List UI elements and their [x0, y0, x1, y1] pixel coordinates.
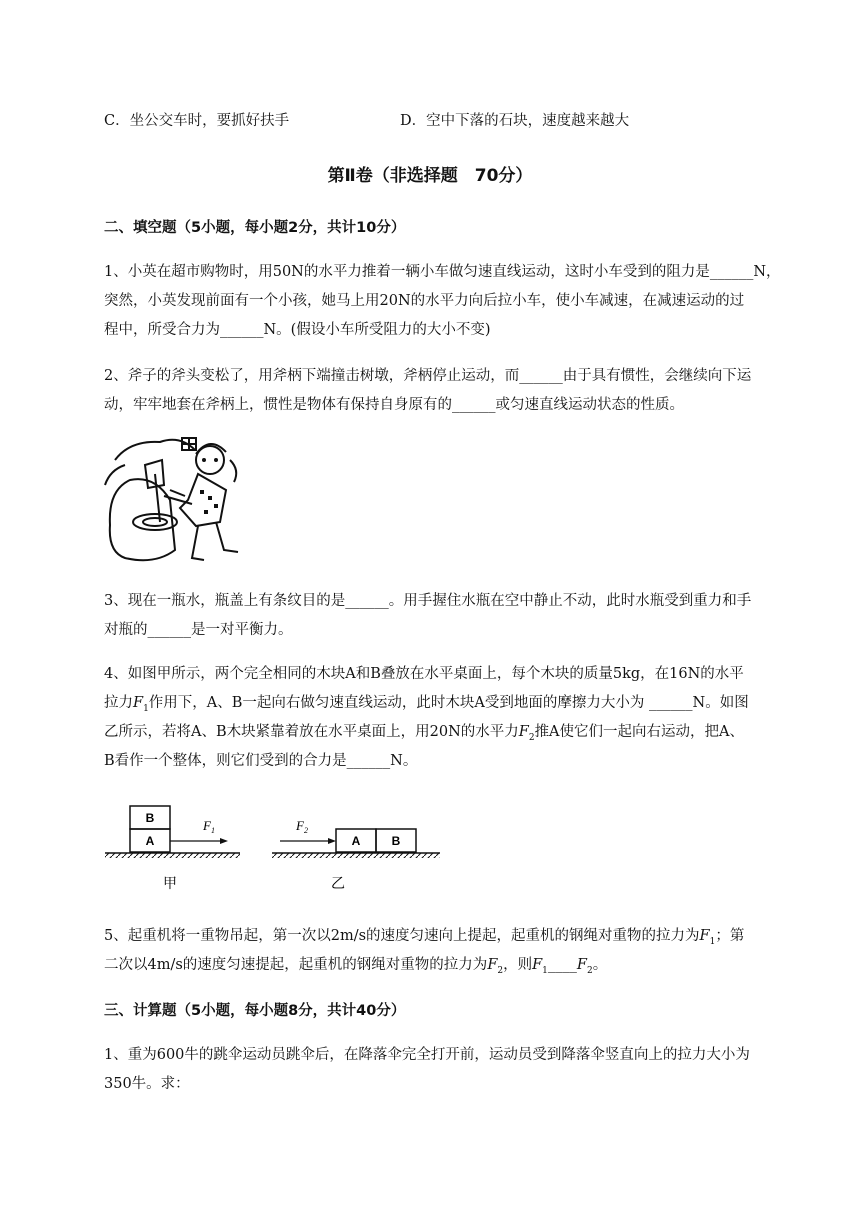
s3-q1-line-1: 1、重为600牛的跳伞运动员跳伞后，在降落伞完全打开前，运动员受到降落伞竖直向上的拉力大小为 [104, 1047, 750, 1063]
q3-line-2: 对瓶的______是一对平衡力。 [104, 622, 293, 638]
q3-line-1: 3、现在一瓶水，瓶盖上有条纹目的是______。用手握住水瓶在空中静止不动，此时水瓶受到重力和手 [104, 593, 752, 609]
q5-f1-symbol: F [699, 928, 710, 944]
q4-line-2-b: 作用下，A、B一起向右做匀速直线运动，此时木块A受到地面的摩擦力大小为 ______N。如图 [148, 695, 749, 711]
f2-subscript: 2 [528, 732, 535, 743]
diagram-yi [272, 818, 440, 892]
q5-f1-sub-b: 1 [542, 965, 548, 976]
s3-q1-line-2: 350牛。求： [104, 1076, 190, 1092]
yi-force-symbol: F [296, 818, 304, 833]
q5-line-2-a: 二次以4m/s的速度匀速提起，起重机的钢绳对重物的拉力为 [104, 957, 488, 973]
q4-line-3 [104, 722, 744, 748]
option-d: D．空中下落的石块，速度越来越大 [400, 113, 630, 129]
q5-line-1 [104, 926, 744, 952]
yi-block-b: B [391, 834, 401, 848]
yi-force-sub: 2 [303, 826, 308, 835]
q4-line-4: B看作一个整体，则它们受到的合力是______N。 [104, 753, 418, 769]
jia-block-b: B [145, 811, 155, 825]
svg-text:F2 [295, 818, 308, 835]
q5-blank: ____ [547, 957, 577, 973]
q5-f1-symbol-b: F [532, 957, 543, 973]
q2-line-1: 2、斧子的斧头变松了，用斧柄下端撞击树墩，斧柄停止运动，而______由于具有惯性，会继续向下运 [104, 368, 752, 384]
q4-line-3-b: 推A使它们一起向右运动，把A、 [534, 724, 745, 740]
jia-block-a: A [145, 834, 155, 848]
q2-line-2: 动，牢牢地套在斧柄上，惯性是物体有保持自身原有的______或匀速直线运动状态的性质。 [104, 397, 684, 413]
q4-line-3-a: 乙所示，若将A、B木块紧靠着放在水平桌面上，用20N的水平力 [104, 724, 519, 740]
q5-f2-symbol-b: F [576, 957, 587, 973]
f1-subscript: 1 [143, 703, 149, 714]
q1-line-1: 1、小英在超市购物时，用50N的水平力推着一辆小车做匀速直线运动，这时小车受到的阻力是______N， [104, 264, 781, 280]
f2-symbol: F [518, 724, 529, 740]
q1-line-2: 突然，小英发现前面有一个小孩，她马上用20N的水平力向后拉小车，使小车减速，在减速运动的过 [104, 293, 745, 309]
q5-f2-sub: 2 [497, 965, 504, 976]
q5-f2-symbol: F [487, 957, 498, 973]
diagram-jia [105, 806, 240, 892]
svg-text:F1 [202, 818, 215, 835]
q5-f2-sub-b: 2 [586, 965, 593, 976]
q5-line-1-b: ；第 [715, 928, 745, 944]
label-jia: 甲 [163, 876, 177, 892]
section-2-heading: 二、填空题（5小题，每小题2分，共计10分） [104, 220, 406, 236]
part-title: 第Ⅱ卷（非选择题 70分） [327, 166, 533, 186]
f1-symbol: F [133, 695, 144, 711]
jia-force-sub: 1 [210, 826, 215, 835]
section-3-heading: 三、计算题（5小题，每小题8分，共计40分） [104, 1003, 406, 1019]
option-c: C．坐公交车时，要抓好扶手 [104, 113, 290, 129]
q5-line-1-a: 5、起重机将一重物吊起，第一次以2m/s的速度匀速向上提起，起重机的钢绳对重物的拉力为 [104, 928, 700, 944]
jia-force-symbol: F [203, 818, 211, 833]
q1-line-3: 程中，所受合力为______N。(假设小车所受阻力的大小不变) [104, 322, 491, 338]
q5-line-2 [104, 955, 607, 981]
label-yi: 乙 [331, 876, 345, 892]
q4-line-1: 4、如图甲所示，两个完全相同的木块A和B叠放在水平桌面上，每个木块的质量5kg，在16N的水平 [104, 666, 744, 682]
q5-line-2-b: ，则 [503, 957, 533, 973]
q5-f1-sub: 1 [709, 936, 716, 947]
q4-line-2 [104, 693, 749, 719]
axe-illustration [100, 430, 250, 570]
q4-line-2-a: 拉力 [104, 695, 133, 711]
yi-block-a: A [351, 834, 361, 848]
q5-line-2-d: 。 [592, 957, 608, 973]
force-diagram [100, 796, 450, 896]
